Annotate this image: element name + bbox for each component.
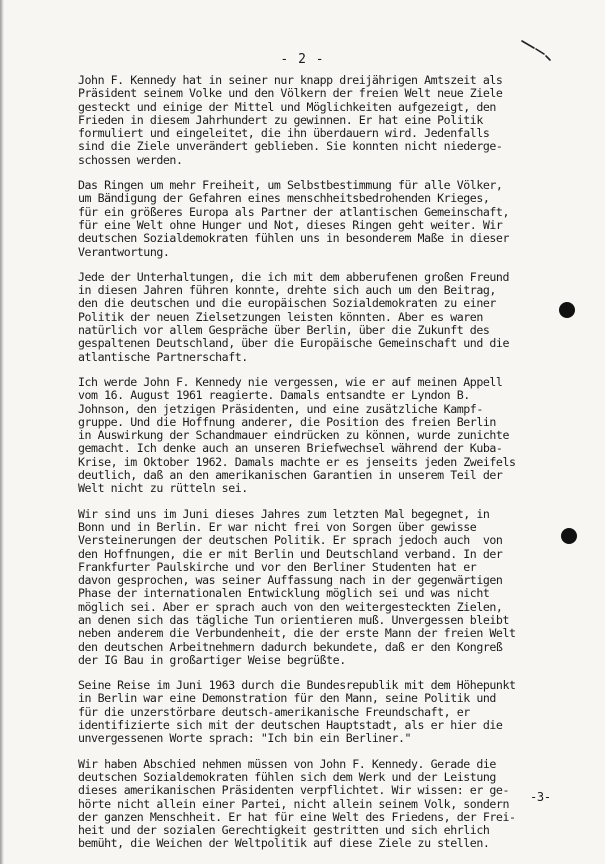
paragraph-5: Wir sind uns im Juni dieses Jahres zum letzten Mal begegnet, in Bonn und in Berlin. Er war nicht frei von Sorgen über gewisse Versteinerungen der deutschen Politik. Er sprach jedoch auch von den Hoffnungen, die er mit Berlin und Deutschland verband. In der Frankfurter Paulskirche und vor den Berliner Studenten hat er davon gesprochen, was seiner Auffassung nach in der gegenwärtigen Phase der internationalen Entwicklung möglich sei und was nicht möglich sei. Aber er sprach auch von den weitergesteckten Zielen, an denen sich das tägliche Tun orientieren muß. Unvergessen bleibt neben anderem die Verbundenheit, die der erste Mann der freien Welt den deutschen Arbeitnehmern dadurch bekundete, daß er den Kongreß der IG Bau in großartiger Weise begrüßte. bbox=[78, 506, 516, 667]
continuation-mark: -3- bbox=[530, 790, 551, 804]
paragraph-7: Wir haben Abschied nehmen müssen von John F. Kennedy. Gerade die deutschen Sozialdemokraten fühlen sich dem Werk und der Leistung dieses amerikanischen Präsidenten verpflichtet. Wir wissen: er ge- hörte nicht allein einer Partei, nicht allein seinem Volk, sondern der ganzen Menschheit. Er hat für eine Welt des Friedens, der Frei- heit und der sozialen Gerechtigkeit gestritten und sich ehrlich bemüht, die Weichen der Weltpolitik auf diese Ziele zu stellen. bbox=[78, 756, 516, 851]
scan-edge-shadow bbox=[0, 0, 4, 864]
paragraph-6: Seine Reise im Juni 1963 durch die Bundesrepublik mit dem Höhepunkt in Berlin war eine Demonstration für den Mann, seine Politik und für die unzerstörbare deutsch-amerikanische Freundschaft, er identifizierte sich mit der deutschen Hauptstadt, als er hier die unvergessenen Worte sprach: "Ich bin ein Berliner." bbox=[78, 678, 516, 746]
punch-hole-bottom bbox=[561, 528, 577, 544]
punch-hole-top bbox=[559, 302, 575, 318]
paragraph-2: Das Ringen um mehr Freiheit, um Selbstbestimmung für alle Völker, um Bändigung der Gefahren eines menschheitsbedrohenden Krieges, für ein größeres Europa als Partner der atlantischen Gemeinschaft, für eine Welt ohne Hunger und Not, dieses Ringen geht weiter. Wir deutschen Sozialdemokraten fühlen uns in besonderem Maße in dieser Verantwortung. bbox=[78, 178, 509, 259]
paragraph-1: John F. Kennedy hat in seiner nur knapp dreijährigen Amtszeit als Präsident seinem Volke und den Völkern der freien Welt neue Ziele gesteckt und einige der Mittel und Möglichkeiten aufgezeigt, den Frieden in diesem Jahrhundert zu gewinnen. Er hat eine Politik formuliert und eingeleitet, die ihn überdauern wird. Jedenfalls sind die Ziele unverändert geblieben. Sie konnten nicht niederge- schossen werden. bbox=[78, 73, 503, 167]
paragraph-3: Jede der Unterhaltungen, die ich mit dem abberufenen großen Freund in diesen Jahren führen konnte, drehte sich auch um den Beitrag, den die deutschen und die europäischen Sozialdemokraten zu einer Politik der neuen Zielsetzungen leisten könnten. Aber es waren natürlich vor allem Gespräche über Berlin, über die Zukunft des gespaltenen Deutschland, über die Europäische Gemeinschaft und die atlantische Partnerschaft. bbox=[78, 269, 509, 364]
paragraph-4: Ich werde John F. Kennedy nie vergessen, wie er auf meinen Appell vom 16. August 1961 reagierte. Damals entsandte er Lyndon B. Johnson, den jetzigen Präsidenten, und eine zusätzliche Kampf- gruppe. Und die Hoffnung anderer, die Position des freien Berlin in Auswirkung der Schandmauer eindrücken zu können, wurde zunichte gemacht. Ich denke auch an unseren Briefwechsel während der Kuba- Krise, im Oktober 1962. Damals machte er es jenseits jeden Zweifels deutlich, daß an den amerikanischen Garantien in unserem Teil der Welt nicht zu rütteln sei. bbox=[78, 374, 516, 496]
letter-body bbox=[78, 74, 556, 863]
page-number: - 2 - bbox=[280, 52, 325, 67]
